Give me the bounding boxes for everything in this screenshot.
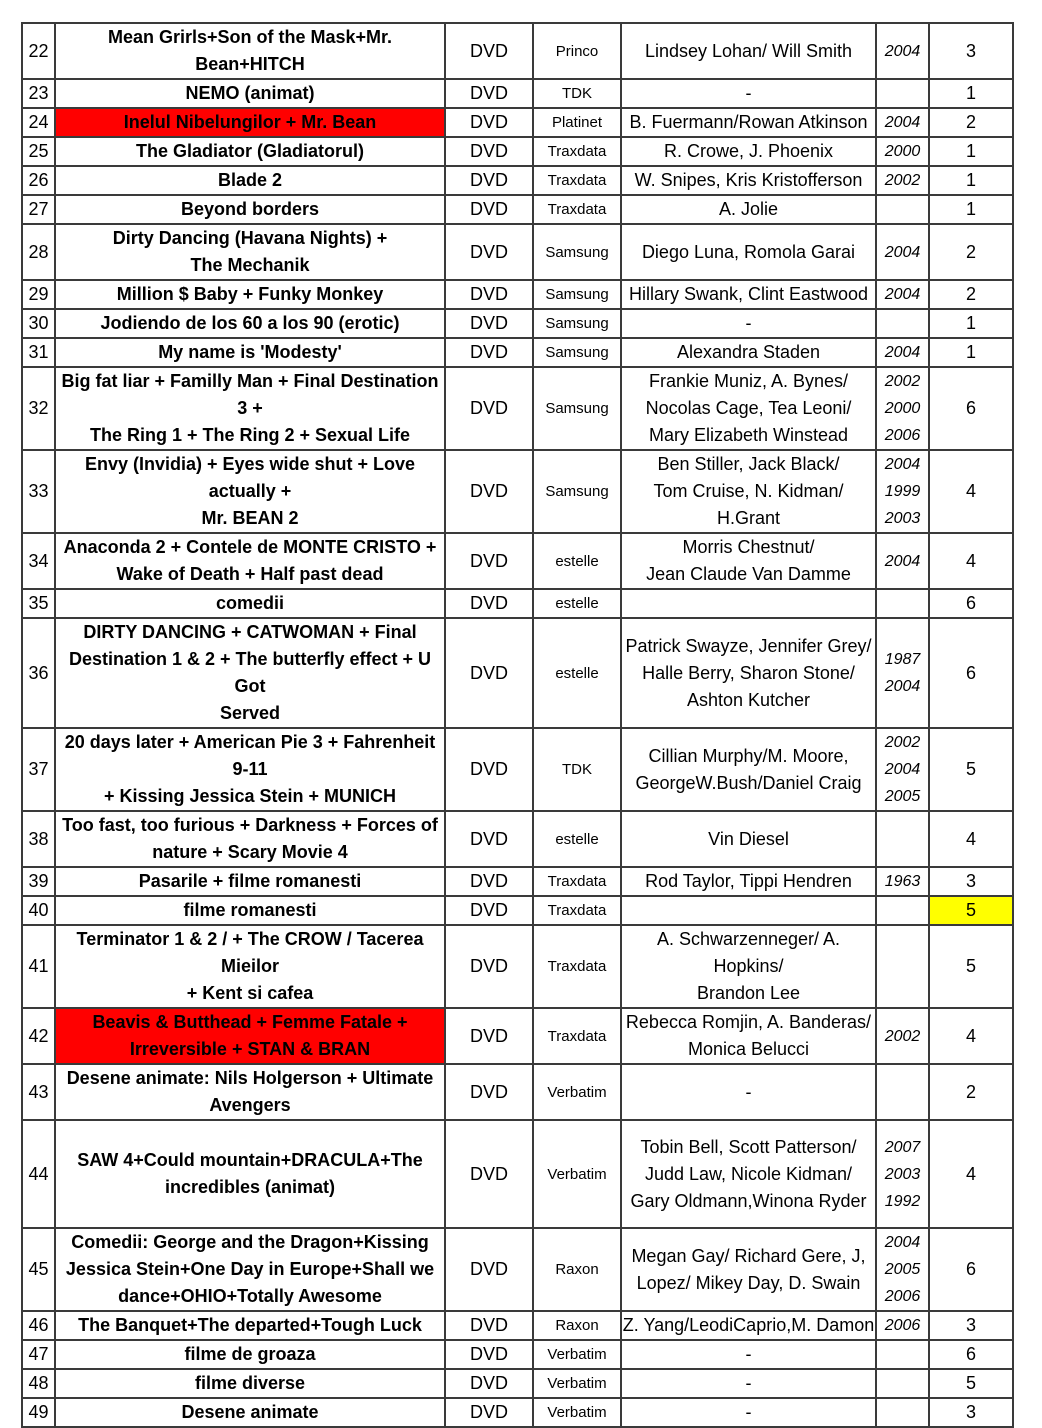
actors-cell[interactable]: - [621,1369,876,1398]
title-cell[interactable]: Envy (Invidia) + Eyes wide shut + Love actually + Mr. BEAN 2 [55,450,445,533]
actors-cell[interactable]: Cillian Murphy/M. Moore, GeorgeW.Bush/Daniel Craig [621,728,876,811]
table-row [22,1228,1013,1311]
brand-cell[interactable]: estelle [533,811,621,867]
table-row [22,1311,1013,1340]
year-cell[interactable]: 2002 [876,166,929,195]
table-row [22,618,1013,728]
actors-cell[interactable]: Z. Yang/LeodiCaprio,M. Damon [621,1311,876,1340]
actors-cell[interactable]: Ben Stiller, Jack Black/ Tom Cruise, N. Kidman/ H.Grant [621,450,876,533]
brand-cell[interactable]: TDK [533,79,621,108]
title-cell[interactable]: filme diverse [55,1369,445,1398]
quantity-cell[interactable]: 6 [929,618,1013,728]
format-cell[interactable]: DVD [445,1228,533,1311]
table-row [22,166,1013,195]
brand-cell[interactable]: estelle [533,589,621,618]
title-cell[interactable]: comedii [55,589,445,618]
format-cell[interactable]: DVD [445,137,533,166]
brand-cell[interactable]: Samsung [533,309,621,338]
year-cell[interactable]: 2004 1999 2003 [876,450,929,533]
quantity-cell[interactable]: 2 [929,1064,1013,1120]
row-number-cell[interactable]: 25 [22,137,55,166]
table-body [22,23,1013,1427]
table-row [22,925,1013,1008]
table-row [22,1369,1013,1398]
actors-cell[interactable]: - [621,1340,876,1369]
title-cell[interactable]: Blade 2 [55,166,445,195]
quantity-cell[interactable]: 4 [929,533,1013,589]
brand-cell[interactable]: Verbatim [533,1064,621,1120]
table-row [22,533,1013,589]
row-number-cell[interactable]: 44 [22,1120,55,1228]
table-row [22,338,1013,367]
format-cell[interactable]: DVD [445,1311,533,1340]
quantity-cell[interactable]: 3 [929,1398,1013,1427]
year-cell[interactable]: 2004 [876,338,929,367]
year-cell[interactable]: 2004 [876,533,929,589]
title-cell[interactable]: DIRTY DANCING + CATWOMAN + Final Destination 1 & 2 + The butterfly effect + U Got Served [55,618,445,728]
title-cell[interactable]: Big fat liar + Familly Man + Final Destination 3 + The Ring 1 + The Ring 2 + Sexual Life [55,367,445,450]
format-cell[interactable]: DVD [445,309,533,338]
brand-cell[interactable]: Verbatim [533,1369,621,1398]
table-row [22,450,1013,533]
title-cell[interactable]: My name is 'Modesty' [55,338,445,367]
quantity-cell[interactable]: 1 [929,166,1013,195]
year-cell[interactable] [876,1369,929,1398]
format-cell[interactable]: DVD [445,1120,533,1228]
quantity-cell[interactable]: 3 [929,867,1013,896]
year-cell[interactable]: 2004 [876,224,929,280]
quantity-cell[interactable]: 5 [929,728,1013,811]
row-number-cell[interactable]: 47 [22,1340,55,1369]
title-cell[interactable]: Dirty Dancing (Havana Nights) + The Mechanik [55,224,445,280]
year-cell[interactable] [876,896,929,925]
year-cell[interactable]: 2007 2003 1992 [876,1120,929,1228]
year-cell[interactable] [876,79,929,108]
quantity-cell[interactable]: 4 [929,450,1013,533]
brand-cell[interactable]: Traxdata [533,1008,621,1064]
brand-cell[interactable]: Samsung [533,338,621,367]
year-cell[interactable]: 2006 [876,1311,929,1340]
row-number-cell[interactable]: 34 [22,533,55,589]
brand-cell[interactable]: Verbatim [533,1398,621,1427]
year-cell[interactable] [876,925,929,1008]
row-number-cell[interactable]: 39 [22,867,55,896]
title-cell[interactable]: NEMO (animat) [55,79,445,108]
dvd-inventory-table [21,22,1014,1428]
row-number-cell[interactable]: 29 [22,280,55,309]
year-cell[interactable]: 2004 2005 2006 [876,1228,929,1311]
brand-cell[interactable]: Raxon [533,1228,621,1311]
quantity-cell[interactable]: 6 [929,1228,1013,1311]
row-number-cell[interactable]: 35 [22,589,55,618]
actors-cell[interactable]: Tobin Bell, Scott Patterson/ Judd Law, Nicole Kidman/ Gary Oldmann,Winona Ryder [621,1120,876,1228]
year-cell[interactable]: 2002 [876,1008,929,1064]
year-cell[interactable]: 2002 2000 2006 [876,367,929,450]
table-row [22,1008,1013,1064]
row-number-cell[interactable]: 41 [22,925,55,1008]
row-number-cell[interactable]: 45 [22,1228,55,1311]
brand-cell[interactable]: estelle [533,618,621,728]
actors-cell[interactable]: - [621,1398,876,1427]
format-cell[interactable]: DVD [445,338,533,367]
format-cell[interactable]: DVD [445,728,533,811]
format-cell[interactable]: DVD [445,166,533,195]
row-number-cell[interactable]: 46 [22,1311,55,1340]
actors-cell[interactable]: Diego Luna, Romola Garai [621,224,876,280]
format-cell[interactable]: DVD [445,1369,533,1398]
actors-cell[interactable]: Vin Diesel [621,811,876,867]
year-cell[interactable] [876,1398,929,1427]
quantity-cell[interactable]: 6 [929,1340,1013,1369]
title-cell[interactable]: Inelul Nibelungilor + Mr. Bean [55,108,445,137]
title-cell[interactable]: Desene animate: Nils Holgerson + Ultimate Avengers [55,1064,445,1120]
actors-cell[interactable]: Morris Chestnut/ Jean Claude Van Damme [621,533,876,589]
row-number-cell[interactable]: 43 [22,1064,55,1120]
title-cell[interactable]: Jodiendo de los 60 a los 90 (erotic) [55,309,445,338]
year-cell[interactable]: 2004 [876,280,929,309]
title-cell[interactable]: Terminator 1 & 2 / + The CROW / Tacerea Mieilor + Kent si cafea [55,925,445,1008]
title-cell[interactable]: The Gladiator (Gladiatorul) [55,137,445,166]
brand-cell[interactable]: Platinet [533,108,621,137]
actors-cell[interactable]: Frankie Muniz, A. Bynes/ Nocolas Cage, Tea Leoni/ Mary Elizabeth Winstead [621,367,876,450]
row-number-cell[interactable]: 33 [22,450,55,533]
quantity-cell[interactable]: 5 [929,925,1013,1008]
table-row [22,108,1013,137]
quantity-cell[interactable]: 3 [929,1311,1013,1340]
format-cell[interactable]: DVD [445,867,533,896]
format-cell[interactable]: DVD [445,896,533,925]
title-cell[interactable]: 20 days later + American Pie 3 + Fahrenheit 9-11 + Kissing Jessica Stein + MUNICH [55,728,445,811]
actors-cell[interactable]: Rebecca Romjin, A. Banderas/ Monica Belucci [621,1008,876,1064]
table-row [22,367,1013,450]
quantity-cell[interactable]: 1 [929,309,1013,338]
table-row [22,195,1013,224]
actors-cell[interactable] [621,896,876,925]
quantity-cell[interactable]: 3 [929,23,1013,79]
actors-cell[interactable]: R. Crowe, J. Phoenix [621,137,876,166]
format-cell[interactable]: DVD [445,811,533,867]
brand-cell[interactable]: Traxdata [533,925,621,1008]
brand-cell[interactable]: Verbatim [533,1340,621,1369]
format-cell[interactable]: DVD [445,367,533,450]
quantity-cell[interactable]: 6 [929,367,1013,450]
brand-cell[interactable]: TDK [533,728,621,811]
title-cell[interactable]: The Banquet+The departed+Tough Luck [55,1311,445,1340]
title-cell[interactable]: Mean Grirls+Son of the Mask+Mr. Bean+HITCH [55,23,445,79]
table-row [22,1064,1013,1120]
title-cell[interactable]: Beyond borders [55,195,445,224]
title-cell[interactable]: filme romanesti [55,896,445,925]
format-cell[interactable]: DVD [445,1064,533,1120]
quantity-cell[interactable]: 5 [929,896,1013,925]
row-number-cell[interactable]: 38 [22,811,55,867]
row-number-cell[interactable]: 22 [22,23,55,79]
actors-cell[interactable]: Hillary Swank, Clint Eastwood [621,280,876,309]
format-cell[interactable]: DVD [445,280,533,309]
year-cell[interactable] [876,195,929,224]
actors-cell[interactable]: - [621,79,876,108]
brand-cell[interactable]: Princo [533,23,621,79]
actors-cell[interactable]: Megan Gay/ Richard Gere, J, Lopez/ Mikey Day, D. Swain [621,1228,876,1311]
year-cell[interactable] [876,1340,929,1369]
table-row [22,896,1013,925]
year-cell[interactable]: 2000 [876,137,929,166]
actors-cell[interactable]: A. Schwarzenneger/ A. Hopkins/ Brandon Lee [621,925,876,1008]
quantity-cell[interactable]: 4 [929,1120,1013,1228]
row-number-cell[interactable]: 26 [22,166,55,195]
table-row [22,137,1013,166]
row-number-cell[interactable]: 37 [22,728,55,811]
actors-cell[interactable]: - [621,309,876,338]
quantity-cell[interactable]: 6 [929,589,1013,618]
table-row [22,1120,1013,1228]
brand-cell[interactable]: Samsung [533,224,621,280]
year-cell[interactable]: 2004 [876,108,929,137]
title-cell[interactable]: Desene animate [55,1398,445,1427]
row-number-cell[interactable]: 28 [22,224,55,280]
table-row [22,589,1013,618]
format-cell[interactable]: DVD [445,589,533,618]
format-cell[interactable]: DVD [445,1398,533,1427]
table-row [22,309,1013,338]
table-row [22,79,1013,108]
format-cell[interactable]: DVD [445,1340,533,1369]
brand-cell[interactable]: estelle [533,533,621,589]
title-cell[interactable]: Anaconda 2 + Contele de MONTE CRISTO + Wake of Death + Half past dead [55,533,445,589]
quantity-cell[interactable]: 4 [929,811,1013,867]
format-cell[interactable]: DVD [445,925,533,1008]
format-cell[interactable]: DVD [445,195,533,224]
quantity-cell[interactable]: 4 [929,1008,1013,1064]
brand-cell[interactable]: Traxdata [533,137,621,166]
row-number-cell[interactable]: 32 [22,367,55,450]
year-cell[interactable]: 2004 [876,23,929,79]
brand-cell[interactable]: Verbatim [533,1120,621,1228]
format-cell[interactable]: DVD [445,23,533,79]
quantity-cell[interactable]: 5 [929,1369,1013,1398]
row-number-cell[interactable]: 49 [22,1398,55,1427]
title-cell[interactable]: Million $ Baby + Funky Monkey [55,280,445,309]
table-row [22,1398,1013,1427]
format-cell[interactable]: DVD [445,224,533,280]
brand-cell[interactable]: Samsung [533,367,621,450]
row-number-cell[interactable]: 31 [22,338,55,367]
actors-cell[interactable]: B. Fuermann/Rowan Atkinson [621,108,876,137]
row-number-cell[interactable]: 30 [22,309,55,338]
quantity-cell[interactable]: 1 [929,79,1013,108]
quantity-cell[interactable]: 1 [929,195,1013,224]
row-number-cell[interactable]: 27 [22,195,55,224]
title-cell[interactable]: Comedii: George and the Dragon+Kissing Jessica Stein+One Day in Europe+Shall we dance+OHIO+Totally Awesome [55,1228,445,1311]
quantity-cell[interactable]: 2 [929,108,1013,137]
table-row [22,280,1013,309]
format-cell[interactable]: DVD [445,618,533,728]
quantity-cell[interactable]: 2 [929,280,1013,309]
row-number-cell[interactable]: 40 [22,896,55,925]
row-number-cell[interactable]: 24 [22,108,55,137]
title-cell[interactable]: SAW 4+Could mountain+DRACULA+The incredibles (animat) [55,1120,445,1228]
actors-cell[interactable]: Alexandra Staden [621,338,876,367]
format-cell[interactable]: DVD [445,450,533,533]
brand-cell[interactable]: Samsung [533,280,621,309]
format-cell[interactable]: DVD [445,108,533,137]
brand-cell[interactable]: Traxdata [533,867,621,896]
actors-cell[interactable]: W. Snipes, Kris Kristofferson [621,166,876,195]
title-cell[interactable]: Too fast, too furious + Darkness + Forces of nature + Scary Movie 4 [55,811,445,867]
actors-cell[interactable]: Rod Taylor, Tippi Hendren [621,867,876,896]
year-cell[interactable] [876,811,929,867]
table-row [22,811,1013,867]
year-cell[interactable] [876,589,929,618]
quantity-cell[interactable]: 1 [929,338,1013,367]
brand-cell[interactable]: Raxon [533,1311,621,1340]
quantity-cell[interactable]: 1 [929,137,1013,166]
table-row [22,728,1013,811]
table-row [22,1340,1013,1369]
table-row [22,224,1013,280]
title-cell[interactable]: Pasarile + filme romanesti [55,867,445,896]
actors-cell[interactable] [621,589,876,618]
year-cell[interactable]: 1963 [876,867,929,896]
row-number-cell[interactable]: 23 [22,79,55,108]
quantity-cell[interactable]: 2 [929,224,1013,280]
format-cell[interactable]: DVD [445,79,533,108]
row-number-cell[interactable]: 36 [22,618,55,728]
brand-cell[interactable]: Traxdata [533,166,621,195]
actors-cell[interactable]: Lindsey Lohan/ Will Smith [621,23,876,79]
brand-cell[interactable]: Traxdata [533,896,621,925]
brand-cell[interactable]: Samsung [533,450,621,533]
actors-cell[interactable]: Patrick Swayze, Jennifer Grey/ Halle Berry, Sharon Stone/ Ashton Kutcher [621,618,876,728]
title-cell[interactable]: filme de groaza [55,1340,445,1369]
table-row [22,867,1013,896]
format-cell[interactable]: DVD [445,1008,533,1064]
year-cell[interactable] [876,309,929,338]
year-cell[interactable] [876,1064,929,1120]
actors-cell[interactable]: A. Jolie [621,195,876,224]
table-row [22,23,1013,79]
title-cell[interactable]: Beavis & Butthead + Femme Fatale + Irreversible + STAN & BRAN [55,1008,445,1064]
format-cell[interactable]: DVD [445,533,533,589]
row-number-cell[interactable]: 48 [22,1369,55,1398]
brand-cell[interactable]: Traxdata [533,195,621,224]
year-cell[interactable]: 1987 2004 [876,618,929,728]
year-cell[interactable]: 2002 2004 2005 [876,728,929,811]
actors-cell[interactable]: - [621,1064,876,1120]
row-number-cell[interactable]: 42 [22,1008,55,1064]
